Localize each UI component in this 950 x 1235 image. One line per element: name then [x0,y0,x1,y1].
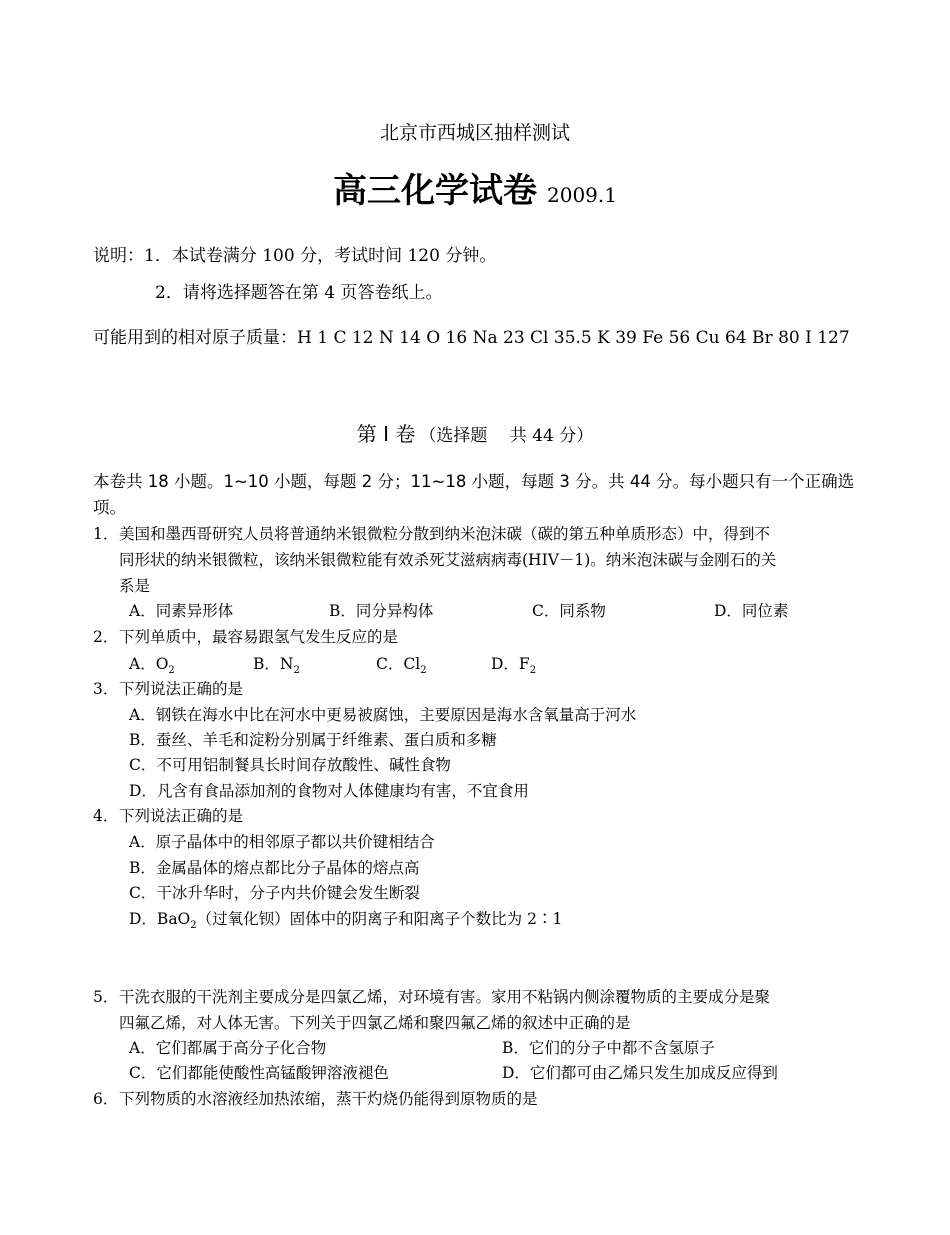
note-line-1: 说明：1．本试卷满分 100 分，考试时间 120 分钟。 [93,246,497,266]
part-note: （选择题 共 44 分） [419,426,594,446]
question-text-line: 下列说法正确的是 [119,680,244,698]
option-d: D．$F_2$ [491,655,537,677]
question-text-line: 同形状的纳米银微粒，该纳米银微粒能有效杀死艾滋病病毒(HIV－1)。纳米泡沫碳与金刚石的关 [119,551,777,569]
option-d: D．BaO$_2$（过氧化钡）固体中的阴离子和阳离子个数比为 2∶1 [129,910,563,932]
option-b: B．同分异构体 [329,602,434,620]
question-text-line: 美国和墨西哥研究人员将普通纳米银微粒分散到纳米泡沫碳（碳的第五种单质形态）中，得到不 [119,525,771,543]
question-text-line: 下列物质的水溶液经加热浓缩，蒸干灼烧仍能得到原物质的是 [119,1090,538,1108]
part-title: 第 Ⅰ 卷 [356,422,416,446]
part-instructions: 本卷共 18 小题。1~10 小题，每题 2 分；11~18 小题，每题 3 分。共 44 分。每小题只有一个正确选项。 [93,472,855,517]
option-d: D．凡含有食品添加剂的食物对人体健康均有害，不宜食用 [129,782,529,800]
question-text-line: 下列单质中，最容易跟氢气发生反应的是 [119,628,399,646]
option-a: A．$O_2$ [129,655,175,677]
question-number: 3． [93,680,119,698]
option-b: B．金属晶体的熔点都比分子晶体的熔点高 [129,859,420,877]
question-number: 1． [93,525,119,543]
exam-year: 2009.1 [547,183,617,207]
question-number: 6． [93,1090,119,1108]
option-a: A．原子晶体中的相邻原子都以共价键相结合 [129,833,435,851]
option-d: D．它们都可由乙烯只发生加成反应得到 [502,1064,778,1082]
question-text-line: 四氟乙烯，对人体无害。下列关于四氯乙烯和聚四氟乙烯的叙述中正确的是 [119,1014,631,1032]
option-a: A．钢铁在海水中比在河水中更易被腐蚀，主要原因是海水含氧量高于河水 [129,706,637,724]
option-b: B．它们的分子中都不含氢原子 [502,1039,715,1057]
question-number: 5． [93,988,119,1006]
option-c: C．同系物 [532,602,606,620]
option-a: A．它们都属于高分子化合物 [129,1039,327,1057]
part-heading [0,418,950,447]
option-a: A．同素异形体 [129,602,234,620]
option-d: D．同位素 [714,602,789,620]
question-text-line: 下列说法正确的是 [119,807,244,825]
question-number: 4． [93,807,119,825]
question-text-line: 系是 [119,577,151,595]
note-line-2: 2．请将选择题答在第 4 页答卷纸上。 [155,283,443,303]
option-c: C．$Cl_2$ [376,655,427,677]
option-c: C．它们都能使酸性高锰酸钾溶液褪色 [129,1064,389,1082]
exam-title: 高三化学试卷 [333,171,537,211]
atomic-masses: 可能用到的相对原子质量：H 1 C 12 N 14 O 16 Na 23 Cl 35.5 K 39 Fe 56 Cu 64 Br 80 I 127 [93,328,850,348]
option-b: B．蚕丝、羊毛和淀粉分别属于纤维素、蛋白质和多糖 [129,731,497,749]
option-c: C．不可用铝制餐具长时间存放酸性、碱性食物 [129,756,451,774]
question-number: 2． [93,628,119,646]
question-text-line: 干洗衣服的干洗剂主要成分是四氯乙烯，对环境有害。家用不粘锅内侧涂覆物质的主要成分是聚 [119,988,771,1006]
option-c: C．干冰升华时，分子内共价键会发生断裂 [129,884,420,902]
title-row [0,163,950,212]
exam-subtitle: 北京市西城区抽样测试 [379,122,570,144]
option-b: B．$N_2$ [253,655,300,677]
